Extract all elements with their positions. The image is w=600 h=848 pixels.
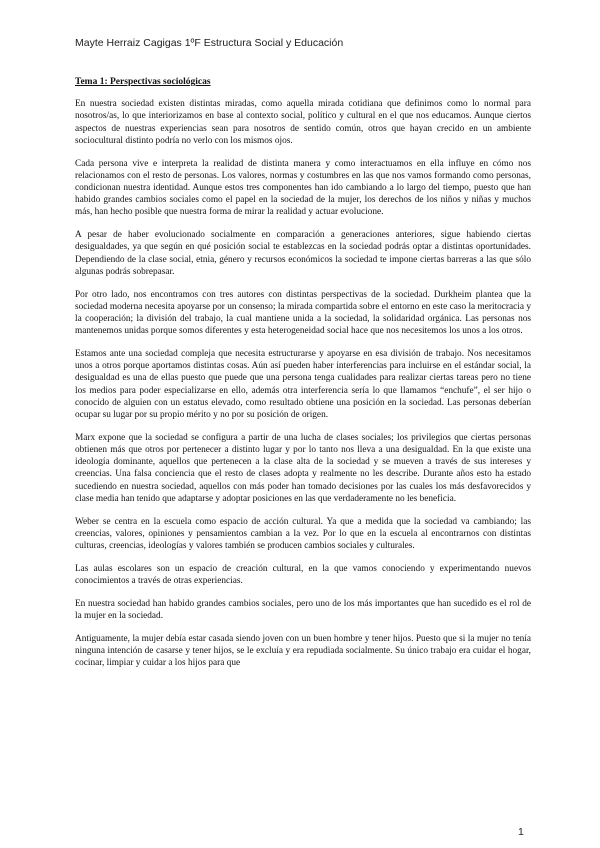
paragraph: A pesar de haber evolucionado socialmente en comparación a generaciones anteriores, sigue habiendo ciertas desigualdades, ya que según en qué posición social te establezcas en la sociedad podrás optar a distintas oportunidades. Dependiendo de la clase social, etnia, género y recursos económicos la sociedad te impone ciertas barreras a las que sólo algunas podrás sobrepasar. <box>75 230 531 277</box>
page-number: 1 <box>518 826 524 838</box>
paragraph: Las aulas escolares son un espacio de creación cultural, en la que vamos conociendo y experimentando nuevos conocimientos a través de otras experiencias. <box>75 563 531 587</box>
paragraph: En nuestra sociedad existen distintas miradas, como aquella mirada cotidiana que definimos como lo normal para nosotros/as, lo que interiorizamos en base al contexto social, político y cultural en el que nos educamos. Aunque ciertos aspectos de nuestras experiencias sean para nosotros de sentido común, otros que hayan crecido en un ambiente sociocultural distinto podría no verlo con los mismos ojos. <box>75 99 531 146</box>
paragraph: Marx expone que la sociedad se configura a partir de una lucha de clases sociales; los privilegios que ciertas personas obtienen más que otros por pertenecer a distinto lugar y por lo tanto nos lleva a una desigualdad. En la que existe una ideología dominante, aquellos que pertenecen a la clase alta de la sociedad y se mueven a través de sus intereses y creencias. Una falsa conciencia que el resto de clases adopta y realmente no les describe. Durante años esto ha estado sucediendo en nuestra sociedad, aquellos con más poder han tomado decisiones por las cuales los más desfavorecidos y clase media han tenido que adaptarse y adoptar posiciones en las que verdaderamente no les beneficia. <box>75 432 531 504</box>
section-title: Tema 1: Perspectivas sociológicas <box>75 77 211 87</box>
paragraph: Weber se centra en la escuela como espacio de acción cultural. Ya que a medida que la sociedad va cambiando; las creencias, valores, opiniones y pensamientos cambian a la vez. Por lo que en la escuela al encontrarnos con distintas culturas, creencias, ideologías y valores también se producen cambios sociales y culturales. <box>75 516 531 552</box>
page-header: Mayte Herraiz Cagigas 1ºF Estructura Social y Educación <box>75 37 344 49</box>
paragraph: Cada persona vive e interpreta la realidad de distinta manera y como interactuamos en ella influye en cómo nos relacionamos con el resto de personas. Los valores, normas y costumbres en las que nos vamos formando como personas, condicionan nuestra identidad. Aunque estos tres componentes han ido cambiando a lo largo del tiempo, puesto que han habido grandes cambios sociales como el papel en la sociedad de la mujer, los derechos de los niños y niñas y muchos más, han hecho posible que nuestra forma de mirar la realidad y actuar evolucione. <box>75 158 531 218</box>
paragraph: En nuestra sociedad han habido grandes cambios sociales, pero uno de los más importantes que han sucedido es el rol de la mujer en la sociedad. <box>75 598 531 622</box>
paragraph: Estamos ante una sociedad compleja que necesita estructurarse y apoyarse en esa división de trabajo. Nos necesitamos unos a otros porque aportamos distintas cosas. Aún así pueden haber interferencias para incluirse en el estándar social, la desigualdad es una de ellas puesto que puede que una persona tenga cualidades para realizar ciertas tareas pero no tiene los medios para poder especializarse en ello, además otra interferencia sería lo que llamamos “enchufe”, el ser hijo o conocido de alguien con un estatus elevado, como resultado obtiene una posición en la sociedad. Las personas deberían ocupar su lugar por su propio mérito y no por su posición de origen. <box>75 349 531 421</box>
paragraph: Antiguamente, la mujer debía estar casada siendo joven con un buen hombre y tener hijos. Puesto que si la mujer no tenía ninguna intención de casarse y tener hijos, se le excluía y era repudiada socialmente. Su único trabajo era cuidar el hogar, cocinar, limpiar y cuidar a los hijos para que <box>75 633 531 669</box>
paragraph: Por otro lado, nos encontramos con tres autores con distintas perspectivas de la sociedad. Durkheim plantea que la sociedad moderna necesita apoyarse por un consenso; la mirada compartida sobre el entorno en este caso la meritocracia y la cooperación; la división del trabajo, la cual mantiene unida a la sociedad, la solidaridad orgánica. Las personas nos mantenemos unidas porque somos diferentes y esta heterogeneidad social hace que nos necesitemos los unos a los otros. <box>75 289 531 337</box>
document-body <box>75 76 531 680</box>
